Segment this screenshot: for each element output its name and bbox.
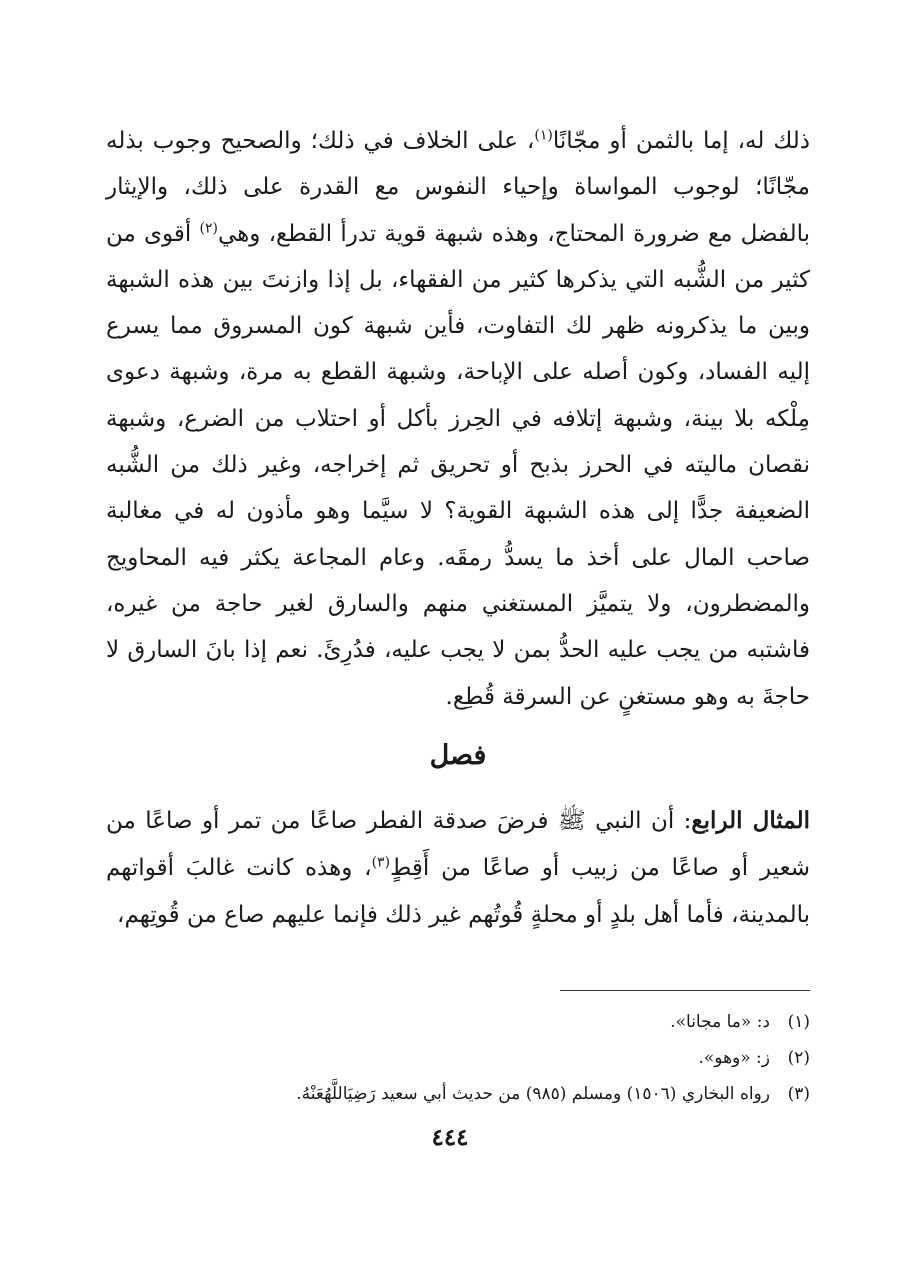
paragraph-text: ذلك له، إما بالثمن أو مجّانًا xyxy=(552,128,810,154)
paragraph-text: : أن النبي ﷺ فرضَ صدقة الفطر صاعًا من تمر أو صاعًا من شعير أو صاعًا من زبيب أو صاعًا من أَقِطٍ xyxy=(106,808,810,881)
footnote-number: (٢) xyxy=(787,1048,810,1068)
footnote-number: (٣) xyxy=(787,1084,810,1104)
paragraph xyxy=(106,118,810,720)
section-heading: فصل xyxy=(429,740,487,771)
footnote-text: د: «ما مجانا». xyxy=(670,1012,770,1032)
paragraph-text: ، وهذه كانت غالبَ أقواتهم بالمدينة، فأما أهل بلدٍ أو محلةٍ قُوتُهم غير ذلك فإنما عليهم صاع من قُوتِهم، xyxy=(106,855,810,928)
main-text-block xyxy=(106,118,810,720)
footnote xyxy=(106,1076,810,1112)
footnote-text: ز: «وهو». xyxy=(698,1048,770,1068)
paragraph xyxy=(106,797,810,939)
section-text-block xyxy=(106,797,810,939)
footnote-text: رواه البخاري (١٥٠٦) ومسلم (٩٨٥) من حديث أبي سعيد رَضِيَاللَّهُعَنْهُ. xyxy=(296,1084,770,1104)
footnote-marker: (٢) xyxy=(199,219,218,236)
footnote-divider xyxy=(560,990,810,991)
paragraph-text: ، على الخلاف في ذلك؛ والصحيح وجوب بذله مجّانًا؛ لوجوب المواساة وإحياء النفوس مع القدرة على ذلك، والإيثار بالفضل مع ضرورة المحتاج، وهذه شبهة قوية تدرأ القطع، وهي xyxy=(106,128,810,247)
paragraph-text: أقوى من كثير من الشُّبه التي يذكرها كثير من الفقهاء، بل إذا وازنتَ بين هذه الشبهة وبين ما يذكرونه ظهر لك التفاوت، فأين شبهة كون المسروق مما يسرع إليه الفساد، وكون أصله على الإباحة، وشبهة القطع به مرة، وشبهة دعوى مِلْكه بلا بينة، وشبهة إتلافه في الحِرز بأكل أو احتلاب من الضرع، وشبهة نقصان ماليته في الحرز بذبح أو تحريق ثم إخراجه، وغير ذلك من الشُّبه الضعيفة جدًّا إلى هذه الشبهة القوية؟ لا سيَّما وهو مأذون له في مغالبة صاحب المال على أخذ ما يسدُّ رمقَه. وعام المجاعة يكثر فيه المحاويج والمضطرون، ولا يتميَّز المستغني منهم والسارق لغير حاجة من غيره، فاشتبه من يجب عليه الحدُّ بمن لا يجب عليه، فدُرِئَ. نعم إذا بانَ السارق لا حاجةَ به وهو مستغنٍ عن السرقة قُطِع. xyxy=(106,220,810,710)
footnotes xyxy=(106,1004,810,1112)
footnote xyxy=(106,1040,810,1076)
footnote-number: (١) xyxy=(787,1012,810,1032)
page-number: ٤٤٤ xyxy=(431,1124,469,1151)
footnote xyxy=(106,1004,810,1040)
footnote-marker: (١) xyxy=(534,127,553,144)
lead-phrase: المثال الرابع xyxy=(691,807,810,834)
footnote-marker: (٣) xyxy=(371,854,391,871)
